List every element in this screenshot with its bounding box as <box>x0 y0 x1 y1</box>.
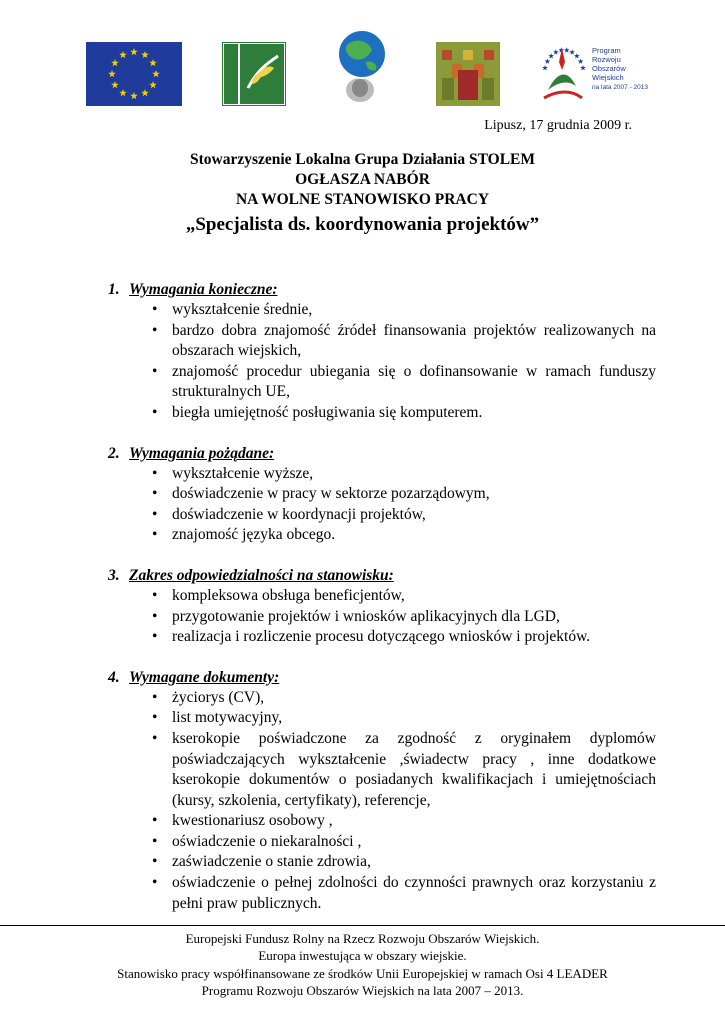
section-number: 3. <box>108 566 120 584</box>
list-item-text: kserokopie poświadczone za zgodność z oryginałem dyplomów poświadczających wykształcenie ,świadectw pracy , inne dodatkowe kserokopie dokumentów o posiadanych kwalifikacjach i umiejętnościach (kursy, szkolenia, certyfikaty), referencje, <box>172 729 656 809</box>
bullet-icon: • <box>152 832 158 850</box>
bullet-icon: • <box>152 709 158 727</box>
list-item <box>108 708 656 729</box>
section-number: 1. <box>108 281 120 298</box>
prow-star-icon <box>548 53 554 58</box>
section-number: 4. <box>108 668 120 686</box>
organization-name: Stowarzyszenie Lokalna Grupa Działania STOLEM <box>189 151 536 168</box>
bullet-icon: • <box>152 403 158 421</box>
bullet-icon: • <box>152 688 158 706</box>
bullet-icon: • <box>152 301 158 318</box>
list-item <box>108 607 656 628</box>
list-item <box>108 729 656 811</box>
list-item-text: oświadczenie o niekaralności , <box>172 832 362 850</box>
prow-star-icon <box>574 53 580 58</box>
bullet-icon: • <box>152 464 158 482</box>
bullet-icon: • <box>152 485 158 503</box>
section-title <box>108 280 656 300</box>
globe-logo <box>330 28 392 106</box>
list-item <box>108 873 656 914</box>
section <box>108 280 656 424</box>
list-item-text: realizacja i rozliczenie procesu dotyczącego wniosków i projektów. <box>172 628 591 646</box>
prow-star-icon <box>545 58 551 63</box>
logo-bar <box>0 28 725 112</box>
document-header <box>0 150 725 236</box>
document-footer <box>0 925 725 1000</box>
prow-line-4: Wiejskich <box>592 73 624 82</box>
bullet-list <box>108 300 656 424</box>
announcement-line: OGŁASZA NABÓR <box>295 171 430 188</box>
bullet-icon: • <box>152 505 158 523</box>
bullet-icon: • <box>152 586 158 604</box>
bullet-icon: • <box>152 628 158 646</box>
prow-star-icon <box>580 65 586 70</box>
list-item-text: życiorys (CV), <box>172 688 265 706</box>
bullet-icon: • <box>152 812 158 830</box>
bullet-icon: • <box>152 321 158 339</box>
section-title <box>108 668 656 688</box>
prow-logo <box>538 40 648 108</box>
list-item-text: list motywacyjny, <box>172 709 283 727</box>
list-item-text: kompleksowa obsługa beneficjentów, <box>172 586 405 604</box>
list-item <box>108 525 656 546</box>
prow-line-3: Obszarów <box>592 64 626 73</box>
footer-line: Europa inwestująca w obszary wiejskie. <box>258 948 467 964</box>
list-item <box>108 321 656 362</box>
list-item <box>108 300 656 321</box>
footer-line: Europejski Fundusz Rolny na Rzecz Rozwoju Obszarów Wiejskich. <box>185 931 540 946</box>
section-number: 2. <box>108 444 120 462</box>
list-item <box>108 362 656 403</box>
list-item-text: wykształcenie średnie, <box>172 301 313 318</box>
list-item-text: kwestionariusz osobowy , <box>172 812 333 830</box>
list-item <box>108 464 656 485</box>
prow-star-icon <box>569 49 575 54</box>
list-item <box>108 852 656 873</box>
lgd-logo <box>436 42 500 106</box>
section-title-text: Wymagania konieczne: <box>129 281 278 298</box>
list-item-text: znajomość procedur ubiegania się o dofinansowanie w ramach funduszy strukturalnych UE, <box>172 362 656 401</box>
list-item-text: zaświadczenie o stanie zdrowia, <box>172 853 371 871</box>
section-title-text: Zakres odpowiedzialności na stanowisku: <box>129 566 394 584</box>
position-title: „Specjalista ds. koordynowania projektów” <box>185 214 540 235</box>
document-date: Lipusz, 17 grudnia 2009 r. <box>484 118 632 133</box>
list-item <box>108 505 656 526</box>
list-item-text: przygotowanie projektów i wniosków aplikacyjnych dla LGD, <box>172 607 560 625</box>
list-item <box>108 811 656 832</box>
document-body <box>108 280 656 934</box>
bullet-icon: • <box>152 729 158 747</box>
list-item <box>108 627 656 648</box>
eu-flag-logo <box>86 42 182 106</box>
section-title-text: Wymagania pożądane: <box>129 444 275 462</box>
prow-star-icon <box>564 47 570 52</box>
prow-line-1: Program <box>592 46 621 55</box>
section-title-text: Wymagane dokumenty: <box>129 668 280 686</box>
section <box>108 668 656 915</box>
prow-star-icon <box>542 65 548 70</box>
bullet-list <box>108 464 656 546</box>
list-item-text: doświadczenie w koordynacji projektów, <box>172 505 426 523</box>
footer-line: Stanowisko pracy współfinansowane ze środków Unii Europejskiej w ramach Osi 4 LEADER <box>117 965 608 981</box>
list-item <box>108 403 656 424</box>
prow-star-icon <box>553 49 559 54</box>
prow-line-5: na lata 2007 - 2013 <box>592 84 648 91</box>
section <box>108 444 656 546</box>
list-item-text: doświadczenie w pracy w sektorze pozarządowym, <box>172 485 490 503</box>
list-item-text: oświadczenie o pełnej zdolności do czynności prawnych oraz korzystaniu z pełni praw publicznych. <box>172 874 656 912</box>
list-item-text: znajomość języka obcego. <box>172 526 336 544</box>
list-item-text: biegła umiejętność posługiwania się komputerem. <box>172 403 483 421</box>
list-item-text: wykształcenie wyższe, <box>172 464 314 482</box>
bullet-list <box>108 586 656 648</box>
bullet-icon: • <box>152 526 158 544</box>
list-item <box>108 688 656 709</box>
list-item <box>108 832 656 853</box>
bullet-list <box>108 688 656 915</box>
section-title <box>108 566 656 586</box>
section <box>108 566 656 648</box>
prow-star-icon <box>578 58 584 63</box>
prow-line-2: Rozwoju <box>592 55 621 64</box>
footer-line: Programu Rozwoju Obszarów Wiejskich na lata 2007 – 2013. <box>201 983 524 999</box>
list-item-text: bardzo dobra znajomość źródeł finansowania projektów realizowanych na obszarach wiejskich, <box>172 321 656 360</box>
bullet-icon: • <box>152 853 158 871</box>
vacancy-line: NA WOLNE STANOWISKO PRACY <box>235 191 490 208</box>
list-item <box>108 484 656 505</box>
section-title <box>108 444 656 464</box>
bullet-icon: • <box>152 874 158 892</box>
list-item <box>108 586 656 607</box>
bullet-icon: • <box>152 607 158 625</box>
bullet-icon: • <box>152 362 158 380</box>
leader-logo <box>222 42 286 106</box>
